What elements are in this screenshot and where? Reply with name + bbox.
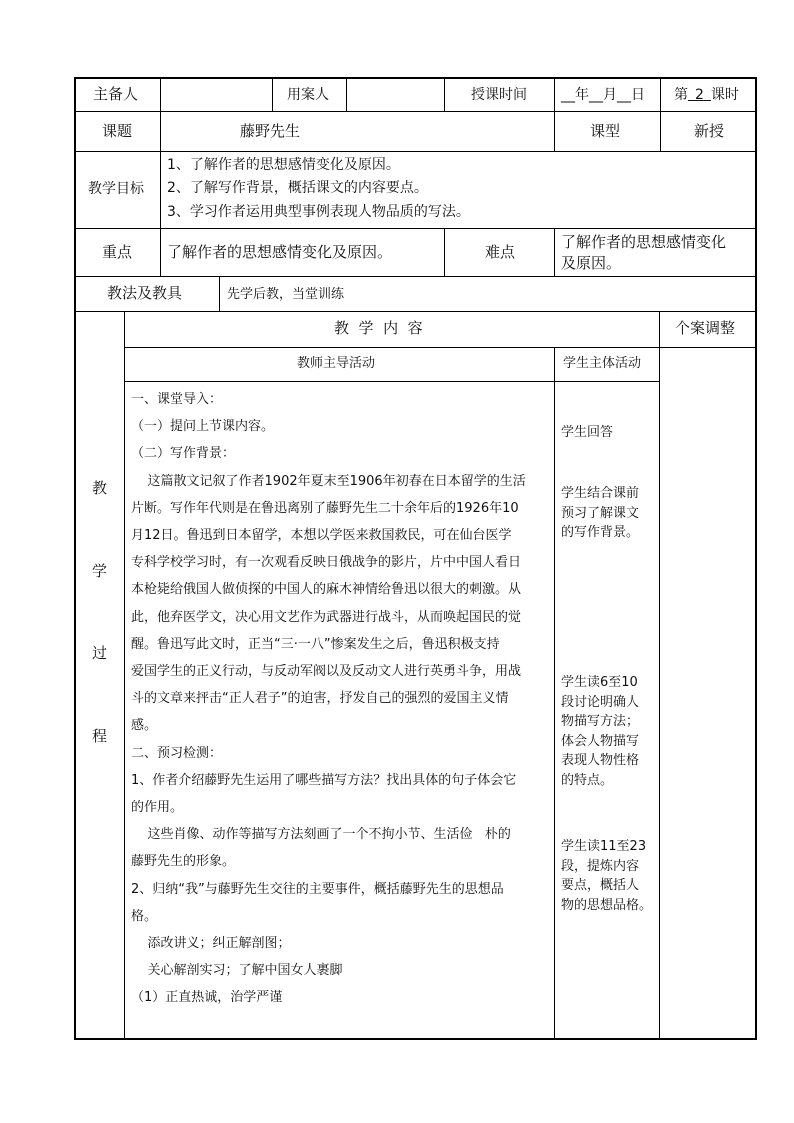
shouke-time-label: 授课时间 <box>471 87 527 103</box>
period-number: 2 <box>695 87 704 103</box>
col-divider <box>660 77 661 151</box>
teacher-activity-line: 的作用。 <box>131 800 184 815</box>
focus-label: 重点 <box>102 243 133 261</box>
teacher-activity-line: 专科学校学习时，有一次观看反映日俄战争的影片，片中中国人看日 <box>131 555 522 571</box>
col-divider <box>219 276 220 311</box>
teacher-activity-line: 2、归纳“我”与藤野先生交往的主要事件，概括藤野先生的思想品 <box>131 881 504 897</box>
period-prefix: 第 <box>674 87 688 103</box>
student-activity-line: 物描写方法； <box>561 714 640 729</box>
col-divider <box>554 77 555 151</box>
difficulty-label: 难点 <box>485 243 516 261</box>
methods-value: 先学后教，当堂训练 <box>227 287 345 302</box>
focus-value: 了解作者的思想感情变化及原因。 <box>167 243 393 261</box>
student-activity-line: 学生读11至23 <box>561 839 647 854</box>
teacher-activity-line: 格。 <box>131 908 158 924</box>
process-side-char: 学 <box>92 562 108 580</box>
teacher-activity-line: 添改讲义；纠正解剖图； <box>131 936 291 951</box>
row-divider <box>74 311 757 312</box>
adjust-header: 个案调整 <box>675 319 736 337</box>
teacher-activity-line: 关心解剖实习；了解中国女人裹脚 <box>131 963 343 979</box>
student-activity-line: 预习了解课文 <box>561 505 640 521</box>
process-side-char: 程 <box>92 727 108 745</box>
teacher-activity-line: 爱国学生的正义行动，与反动军阀以及反动文人进行英勇斗争，用战 <box>131 664 522 679</box>
row-divider <box>74 151 757 152</box>
teacher-activity-line: 二、预习检测： <box>131 745 223 761</box>
student-activity-header: 学生主体活动 <box>563 356 642 371</box>
student-activity-line: 段讨论明确人 <box>561 694 640 710</box>
student-activity-line: 学生回答 <box>561 425 614 440</box>
difficulty-line: 了解作者的思想感情变化 <box>561 233 727 251</box>
student-activity-line: 学生结合课前 <box>561 486 640 501</box>
goals-label: 教学目标 <box>88 181 144 197</box>
content-header: 教 学 内 容 <box>334 319 423 337</box>
teacher-activity-line: （1）正直热诚，治学严谨 <box>131 990 283 1006</box>
zhubeiren-label: 主备人 <box>93 85 139 103</box>
col-divider <box>160 228 161 276</box>
methods-label: 教法及教具 <box>107 284 183 302</box>
row-divider <box>74 276 757 277</box>
student-activity-line: 体会人物描写 <box>561 733 640 749</box>
process-side-char: 过 <box>92 644 108 662</box>
col-divider <box>346 77 347 111</box>
row-divider <box>74 111 757 112</box>
student-activity-line: 段，提炼内容 <box>561 858 640 874</box>
lesson-type-value: 新授 <box>694 122 725 140</box>
student-activity-line: 的写作背景。 <box>561 525 640 540</box>
period-field <box>674 88 739 102</box>
student-activity-line: 表现人物性格 <box>561 753 640 768</box>
col-divider <box>554 347 555 1040</box>
col-divider <box>124 311 125 1040</box>
row-divider <box>124 347 757 348</box>
teacher-activity-line: 感。 <box>131 718 158 734</box>
topic-value: 藤野先生 <box>240 122 301 140</box>
lesson-type-label: 课型 <box>590 122 621 140</box>
row-divider <box>124 381 659 382</box>
student-activity-line: 学生读6至10 <box>561 675 638 690</box>
teacher-activity-line: 醒。鲁迅写此文时，正当“三·一八”惨案发生之后，鲁迅积极支持 <box>131 636 500 652</box>
teacher-activity-line: （一）提问上节课内容。 <box>131 419 275 435</box>
teacher-activity-line: 月12日。鲁迅到日本留学，本想以学医来救国救民，可在仙台医学 <box>131 528 512 543</box>
process-side-char: 教 <box>92 479 108 497</box>
teacher-activity-line: 1、作者介绍藤野先生运用了哪些描写方法？找出具体的句子体会它 <box>131 772 517 788</box>
student-activity-line: 要点，概括人 <box>561 878 640 893</box>
date-field[interactable]: __年__月__日 <box>561 87 645 103</box>
teacher-activity-line: 一、课堂导入： <box>131 392 223 407</box>
teacher-activity-header: 教师主导活动 <box>297 356 376 371</box>
col-divider <box>160 151 161 228</box>
col-divider <box>160 77 161 151</box>
student-activity-line: 的特点。 <box>561 772 614 788</box>
student-activity-line: 物的思想品格。 <box>561 897 653 913</box>
col-divider <box>659 311 660 1040</box>
teacher-activity-line: 本枪毙给俄国人做侦探的中国人的麻木神情给鲁迅以很大的刺激。从 <box>131 582 522 598</box>
teacher-activity-line: 此，他弃医学文，决心用文艺作为武器进行战斗，从而唤起国民的觉 <box>131 609 522 625</box>
col-divider <box>444 77 445 111</box>
teacher-activity-line: 藤野先生的形象。 <box>131 854 236 870</box>
yongan-label: 用案人 <box>287 87 329 103</box>
difficulty-line: 及原因。 <box>561 254 622 272</box>
teacher-activity-line: 斗的文章来抨击“正人君子”的迫害，抒发自己的强烈的爱国主义情 <box>131 691 509 707</box>
topic-label: 课题 <box>102 122 133 140</box>
teacher-activity-line: 片断。写作年代则是在鲁迅离别了藤野先生二十余年后的1926年10 <box>131 500 519 516</box>
teacher-activity-line: 这篇散文记叙了作者1902年夏末至1906年初春在日本留学的生活 <box>131 473 526 489</box>
row-divider <box>74 228 757 229</box>
teacher-activity-line: 这些肖像、动作等描写方法刻画了一个不拘小节、生活俭 朴的 <box>131 827 511 843</box>
goal-item: 1、了解作者的思想感情变化及原因。 <box>167 157 400 173</box>
teacher-activity-line: （二）写作背景： <box>131 446 236 462</box>
col-divider <box>272 77 273 111</box>
goal-item: 2、了解写作背景，概括课文的内容要点。 <box>167 180 428 196</box>
period-suffix: 课时 <box>710 87 739 103</box>
goal-item: 3、学习作者运用典型事例表现人物品质的写法。 <box>167 204 470 220</box>
col-divider <box>554 228 555 276</box>
col-divider <box>444 228 445 276</box>
